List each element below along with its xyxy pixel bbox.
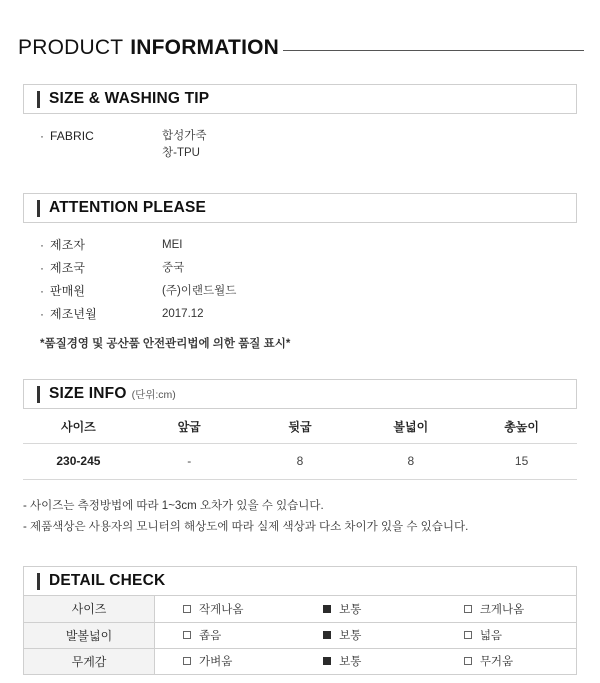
detail-option-cell[interactable] [155,622,296,648]
bullet-icon: · [40,238,44,252]
section-accent-bar [37,573,40,590]
table-row [24,648,577,674]
section-title-text: SIZE INFO [49,385,127,402]
checkbox-unchecked-icon[interactable] [464,631,472,639]
page-title-product: PRODUCT [18,36,124,59]
column-header: 사이즈 [23,409,134,444]
bullet-icon: · [40,307,44,321]
detail-option-cell[interactable] [436,622,577,648]
detail-option-cell[interactable] [436,648,577,674]
section-title-text: ATTENTION PLEASE [49,199,207,216]
checkbox-checked-icon[interactable] [323,657,331,665]
section-title-unit: (단위:cm) [131,388,176,401]
detail-option-cell[interactable] [436,596,577,622]
spec-value: 중국 [162,262,185,274]
spec-value [162,128,206,162]
page-title-information: INFORMATION [130,36,280,59]
spec-value: (주)이랜드월드 [162,285,237,297]
checkbox-unchecked-icon[interactable] [183,657,191,665]
detail-row-label: 발볼넓이 [24,622,155,648]
section-header-detail-check [23,566,577,596]
section-header-size-info [23,379,577,409]
detail-option-cell[interactable] [295,596,436,622]
list-item [40,237,584,253]
list-item [40,260,584,276]
table-cell-ball-width: 8 [355,444,466,480]
spec-value: 2017.12 [162,308,204,320]
section-accent-bar [37,386,40,403]
bullet-icon: · [40,284,44,298]
table-row [24,596,577,622]
table-cell-size: 230-245 [23,444,134,480]
spec-label: 제조자 [50,238,86,252]
section-accent-bar [37,91,40,108]
spec-value: MEI [162,239,183,251]
detail-option-cell[interactable] [295,648,436,674]
list-item [40,283,584,299]
table-cell-total-height: 15 [466,444,577,480]
column-header: 총높이 [466,409,577,444]
section-header-size-washing-tip [23,84,577,114]
checkbox-unchecked-icon[interactable] [464,605,472,613]
list-item [40,306,584,322]
column-header: 뒷굽 [245,409,356,444]
option-label: 보통 [339,630,362,642]
option-label: 보통 [339,603,362,616]
option-label: 가벼움 [199,656,233,668]
checkbox-checked-icon[interactable] [323,605,331,613]
section-title-text: DETAIL CHECK [49,572,166,589]
spec-value-line: 합성가죽 [162,130,207,142]
table-cell-front-heel: - [134,444,245,480]
checkbox-unchecked-icon[interactable] [464,657,472,665]
quality-note: *품질경영 및 공산품 안전관리법에 의한 품질 표시* [40,338,291,350]
size-info-table [23,409,577,480]
bullet-icon: · [40,129,44,143]
spec-value-line: 창-TPU [162,147,200,159]
spec-label: 제조국 [50,261,86,275]
table-row [24,622,577,648]
footnote-line: - 제품색상은 사용자의 모니터의 해상도에 따라 실제 색상과 다소 차이가 있을 수 있습니다. [23,521,469,533]
detail-row-label: 무게감 [24,648,155,674]
section-title-text: SIZE & WASHING TIP [49,90,210,107]
spec-label: 제조년월 [50,307,97,321]
table-row [23,444,577,480]
checkbox-unchecked-icon[interactable] [183,631,191,639]
detail-option-cell[interactable] [295,622,436,648]
section-header-attention-please [23,193,577,223]
option-label: 작게나옴 [199,603,244,616]
checkbox-checked-icon[interactable] [323,631,331,639]
title-divider [283,50,584,51]
page-title [16,0,584,60]
detail-option-cell[interactable] [155,596,296,622]
checkbox-unchecked-icon[interactable] [183,605,191,613]
spec-label: FABRIC [50,129,94,143]
bullet-icon: · [40,261,44,275]
size-info-footnotes [16,496,584,538]
table-cell-back-heel: 8 [245,444,356,480]
option-label: 크게나옴 [479,603,525,616]
size-washing-list [16,128,584,162]
column-header: 앞굽 [134,409,245,444]
footnote-line: - 사이즈는 측정방법에 따라 1~3cm 오차가 있을 수 있습니다. [23,500,324,512]
option-label: 넓음 [479,630,503,642]
option-label: 좁음 [199,630,222,642]
detail-row-label: 사이즈 [24,596,155,622]
attention-list [16,237,584,322]
table-header-row [23,409,577,444]
detail-option-cell[interactable] [155,648,296,674]
section-accent-bar [37,200,40,217]
detail-check-table [23,596,577,675]
spec-label: 판매원 [50,284,86,298]
column-header: 볼넓이 [355,409,466,444]
option-label: 무거움 [479,656,514,668]
list-item [40,128,584,162]
option-label: 보통 [339,656,362,668]
